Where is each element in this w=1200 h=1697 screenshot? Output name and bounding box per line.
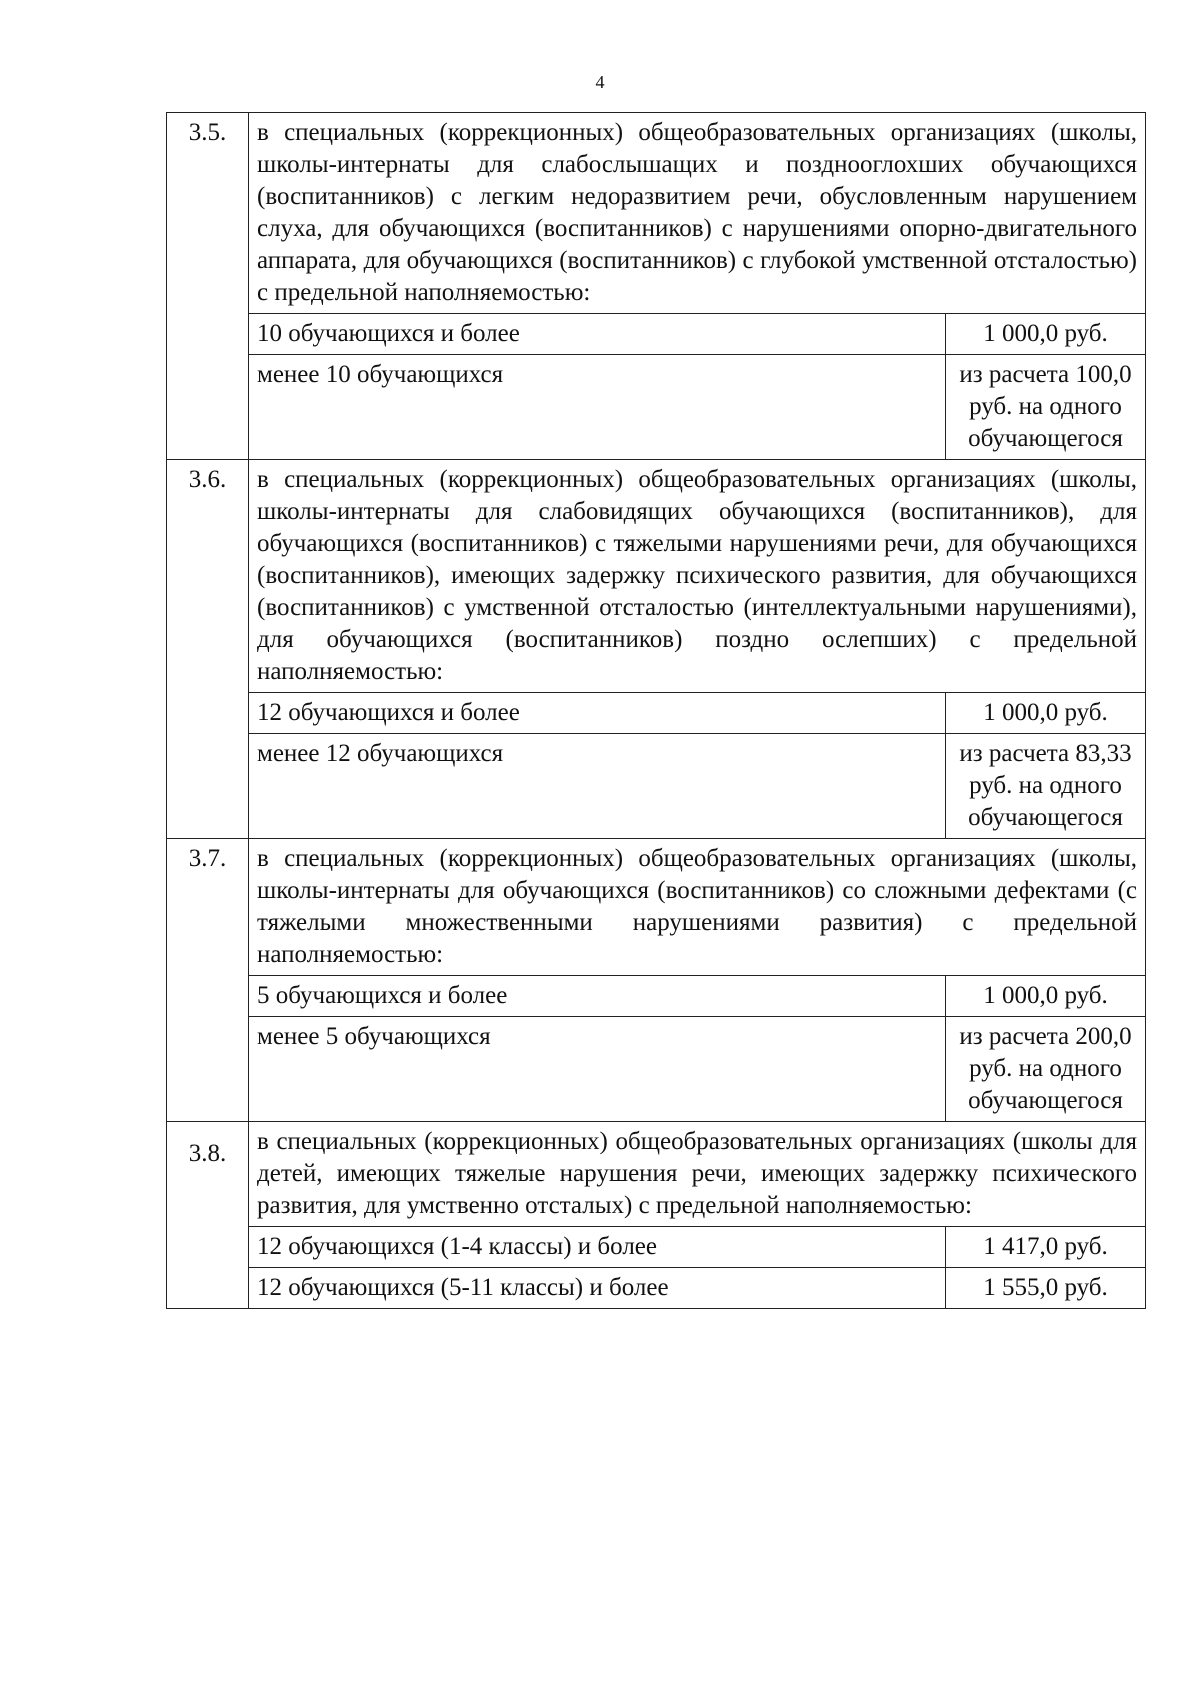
option-value: 1 417,0 руб. — [945, 1227, 1145, 1268]
option-row — [167, 1017, 1146, 1122]
section-description: в специальных (коррекционных) общеобразовательных организациях (школы, школы-интернаты для обучающихся (воспитанников) со сложными дефектами (с тяжелыми множественными нарушениями развития) с предельной наполняемостью: — [249, 839, 1146, 976]
section-description: в специальных (коррекционных) общеобразовательных организациях (школы, школы-интернаты для слабослышащих и позднооглохших обучающихся (воспитанников) с легким недоразвитием речи, обусловленным нарушением слуха, для обучающихся (воспитанников) с нарушениями опорно-двигательного аппарата, для обучающихся (воспитанников) с глубокой умственной отсталостью) с предельной наполняемостью: — [249, 113, 1146, 314]
option-label: 12 обучающихся (5-11 классы) и более — [249, 1268, 946, 1309]
option-label: 10 обучающихся и более — [249, 314, 946, 355]
option-label: менее 12 обучающихся — [249, 734, 946, 839]
option-value: из расчета 200,0 руб. на одного обучающегося — [945, 1017, 1145, 1122]
option-label: 12 обучающихся и более — [249, 693, 946, 734]
option-value: из расчета 100,0 руб. на одного обучающегося — [945, 355, 1145, 460]
option-value: 1 000,0 руб. — [945, 976, 1145, 1017]
option-value: 1 000,0 руб. — [945, 314, 1145, 355]
section-number: 3.5. — [167, 113, 249, 460]
section-row-3-7 — [167, 839, 1146, 976]
option-label: 12 обучающихся (1-4 классы) и более — [249, 1227, 946, 1268]
option-label: менее 5 обучающихся — [249, 1017, 946, 1122]
section-row-3-6 — [167, 460, 1146, 693]
option-value: 1 000,0 руб. — [945, 693, 1145, 734]
option-label: 5 обучающихся и более — [249, 976, 946, 1017]
option-row — [167, 734, 1146, 839]
section-number: 3.8. — [167, 1122, 249, 1309]
section-description: в специальных (коррекционных) общеобразовательных организациях (школы, школы-интернаты для слабовидящих обучающихся (воспитанников), для обучающихся (воспитанников) с тяжелыми нарушениями речи, для обучающихся (воспитанников), имеющих задержку психического развития, для обучающихся (воспитанников) с умственной отсталостью (интеллектуальными нарушениями), для обучающихся (воспитанников) поздно ослепших) с предельной наполняемостью: — [249, 460, 1146, 693]
page-number: 4 — [595, 72, 605, 92]
option-row — [167, 1268, 1146, 1309]
option-row — [167, 1227, 1146, 1268]
section-number: 3.6. — [167, 460, 249, 839]
section-row-3-5 — [167, 113, 1146, 314]
section-number: 3.7. — [167, 839, 249, 1122]
option-label: менее 10 обучающихся — [249, 355, 946, 460]
section-description: в специальных (коррекционных) общеобразовательных организациях (школы для детей, имеющих тяжелые нарушения речи, имеющих задержку психического развития, для умственно отсталых) с предельной наполняемостью: — [249, 1122, 1146, 1227]
option-row — [167, 976, 1146, 1017]
option-row — [167, 314, 1146, 355]
option-row — [167, 355, 1146, 460]
option-value: 1 555,0 руб. — [945, 1268, 1145, 1309]
tariff-table — [166, 112, 1146, 1309]
section-row-3-8 — [167, 1122, 1146, 1227]
option-row — [167, 693, 1146, 734]
option-value: из расчета 83,33 руб. на одного обучающегося — [945, 734, 1145, 839]
